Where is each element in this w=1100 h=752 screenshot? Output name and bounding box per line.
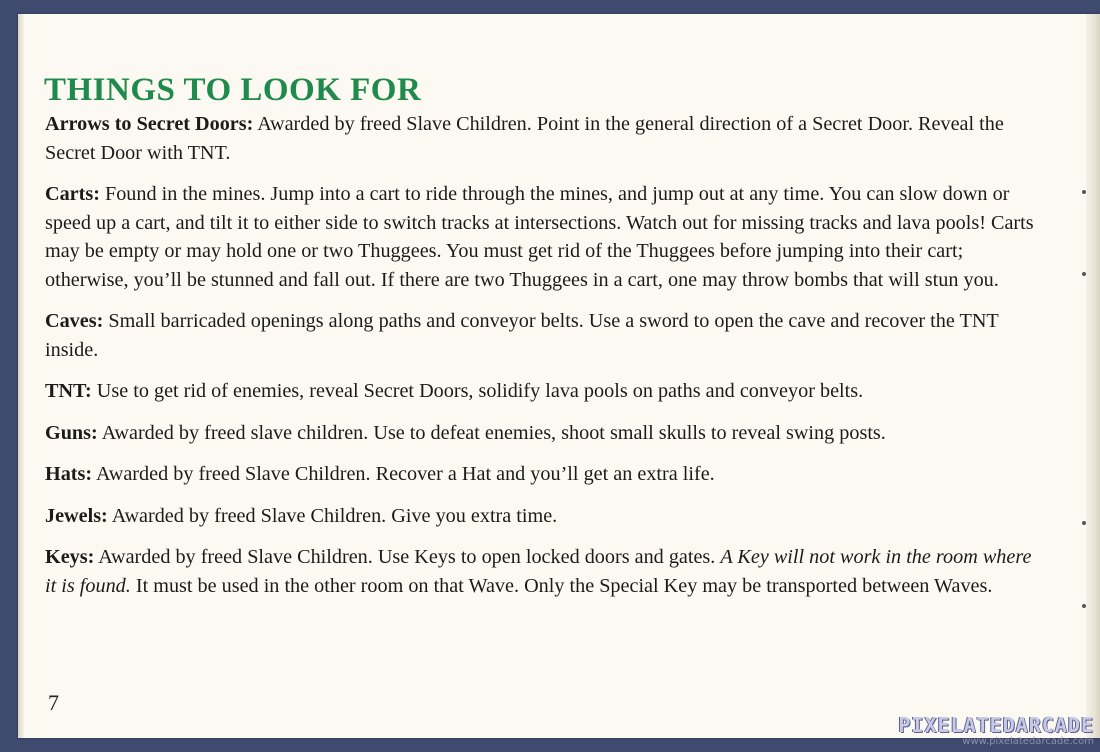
entry-term: Carts: — [45, 183, 100, 205]
edge-mark — [1082, 272, 1086, 276]
entry-text: Use to get rid of enemies, reveal Secret Doors, solidify lava pools on paths and conveyor belts. — [96, 380, 864, 402]
entry-term: Arrows to Secret Doors: — [45, 113, 254, 135]
entry-carts — [45, 180, 1035, 294]
entry-guns — [45, 419, 1035, 448]
binding-edge — [18, 14, 24, 738]
entry-term: Guns: — [45, 421, 98, 444]
page-number: 7 — [48, 690, 59, 715]
entry-keys — [45, 543, 1035, 600]
entry-text: Found in the mines. Jump into a cart to ride through the mines, and jump out at any time. You can slow down or speed up a cart, and tilt it to either side to switch tracks at intersections. Watch out for missing tracks and lava pools! Carts may be empty or may hold one or two Thuggees. You must get rid of the Thuggees before jumping into their cart; otherwise, you’ll be stunned and fall out. If there are two Thuggees in a cart, one may throw bombs that will stun you. — [45, 183, 1034, 291]
watermark — [898, 714, 1094, 748]
entry-text-after: It must be used in the other room on that Wave. Only the Special Key may be transported between Waves. — [135, 574, 993, 597]
entry-term: TNT: — [45, 380, 92, 402]
entry-text: Awarded by freed Slave Children. Give you extra time. — [111, 504, 558, 527]
entry-text: Awarded by freed slave children. Use to defeat enemies, shoot small skulls to reveal swing posts. — [101, 421, 886, 444]
entry-italic-note: A Key will not work in the room where it is found. — [45, 546, 1032, 597]
entry-text: Awarded by freed Slave Children. Point in the general direction of a Secret Door. Reveal the Secret Door with TNT. — [45, 113, 1004, 164]
entry-term: Hats: — [45, 463, 93, 485]
entry-arrows — [45, 110, 1035, 167]
entry-tnt — [45, 377, 1035, 406]
edge-mark — [1082, 190, 1086, 194]
entry-term: Keys: — [45, 546, 95, 568]
edge-mark — [1082, 521, 1086, 525]
entry-jewels — [45, 502, 1035, 531]
watermark-logo: PIXELATEDARCADE — [898, 713, 1094, 737]
entry-term: Jewels: — [45, 504, 108, 527]
entry-hats — [45, 460, 1035, 489]
entry-caves — [45, 307, 1035, 364]
entry-text: Awarded by freed Slave Children. Recover a Hat and you’ll get an extra life. — [96, 463, 715, 485]
entries-list — [45, 110, 1035, 613]
entry-text: Awarded by freed Slave Children. Use Keys to open locked doors and gates. — [98, 546, 716, 568]
entry-term: Caves: — [45, 310, 104, 332]
page-stack-edge — [1086, 14, 1100, 738]
watermark-url: www.pixelatedarcade.com — [962, 736, 1094, 747]
entry-text: Small barricaded openings along paths and conveyor belts. Use a sword to open the cave and recover the TNT inside. — [45, 310, 999, 361]
section-heading: THINGS TO LOOK FOR — [44, 72, 422, 108]
edge-mark — [1082, 604, 1086, 608]
